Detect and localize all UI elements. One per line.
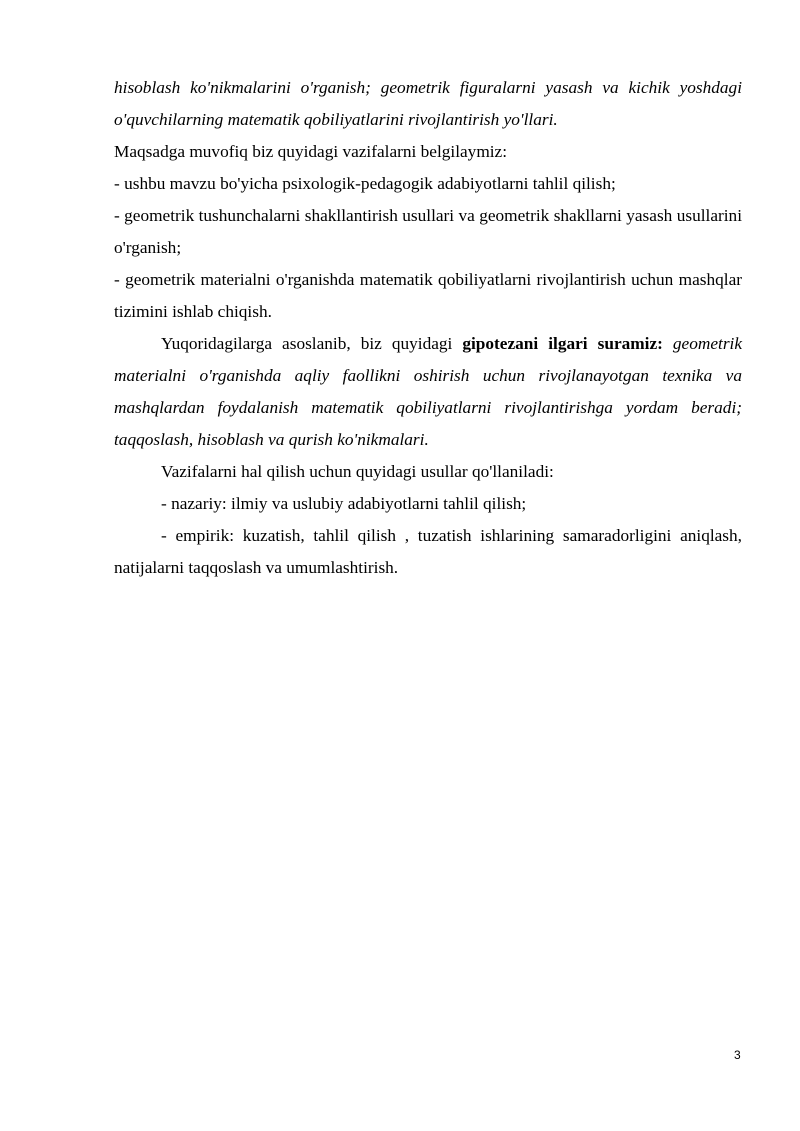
paragraph-methods-intro: Vazifalarni hal qilish uchun quyidagi usullar qo'llaniladi: bbox=[161, 462, 554, 481]
paragraph-method-theoretical: - nazariy: ilmiy va uslubiy adabiyotlarni tahlil qilish; bbox=[161, 494, 527, 513]
paragraph-task-3: - geometrik materialni o'rganishda matematik qobiliyatlarni rivojlantirish uchun mashqlar tizimini ishlab chiqish. bbox=[114, 270, 742, 321]
page-number: 3 bbox=[734, 1048, 741, 1062]
paragraph-task-2: - geometrik tushunchalarni shakllantirish usullari va geometrik shakllarni yasash usullarini o'rganish; bbox=[114, 206, 742, 257]
hypothesis-italic-text: geometrik materialni o'rganishda aqliy faollikni oshirish uchun rivojlanayotgan texnika va mashqlardan foydalanish matematik qobiliyatlarni rivojlantirishga yordam beradi; taqqoslash, hisoblash va qurish ko'nikmalari. bbox=[114, 334, 743, 449]
document-body bbox=[114, 72, 742, 584]
hypothesis-lead-text: Yuqoridagilarga asoslanib, biz quyidagi bbox=[161, 334, 463, 353]
hypothesis-bold-text: gipotezani ilgari suramiz: bbox=[462, 334, 663, 353]
paragraph-goals-continuation: hisoblash ko'nikmalarini o'rganish; geometrik figuralarni yasash va kichik yoshdagi o'quvchilarning matematik qobiliyatlarini rivojlantirish yo'llari. bbox=[114, 78, 742, 129]
paragraph-hypothesis bbox=[114, 328, 742, 456]
paragraph-tasks-intro: Maqsadga muvofiq biz quyidagi vazifalarni belgilaymiz: bbox=[114, 142, 508, 161]
paragraph-task-1: - ushbu mavzu bo'yicha psixologik-pedagogik adabiyotlarni tahlil qilish; bbox=[114, 174, 616, 193]
paragraph-method-empirical: - empirik: kuzatish, tahlil qilish , tuzatish ishlarining samaradorligini aniqlash, natijalarni taqqoslash va umumlashtirish. bbox=[114, 526, 742, 577]
